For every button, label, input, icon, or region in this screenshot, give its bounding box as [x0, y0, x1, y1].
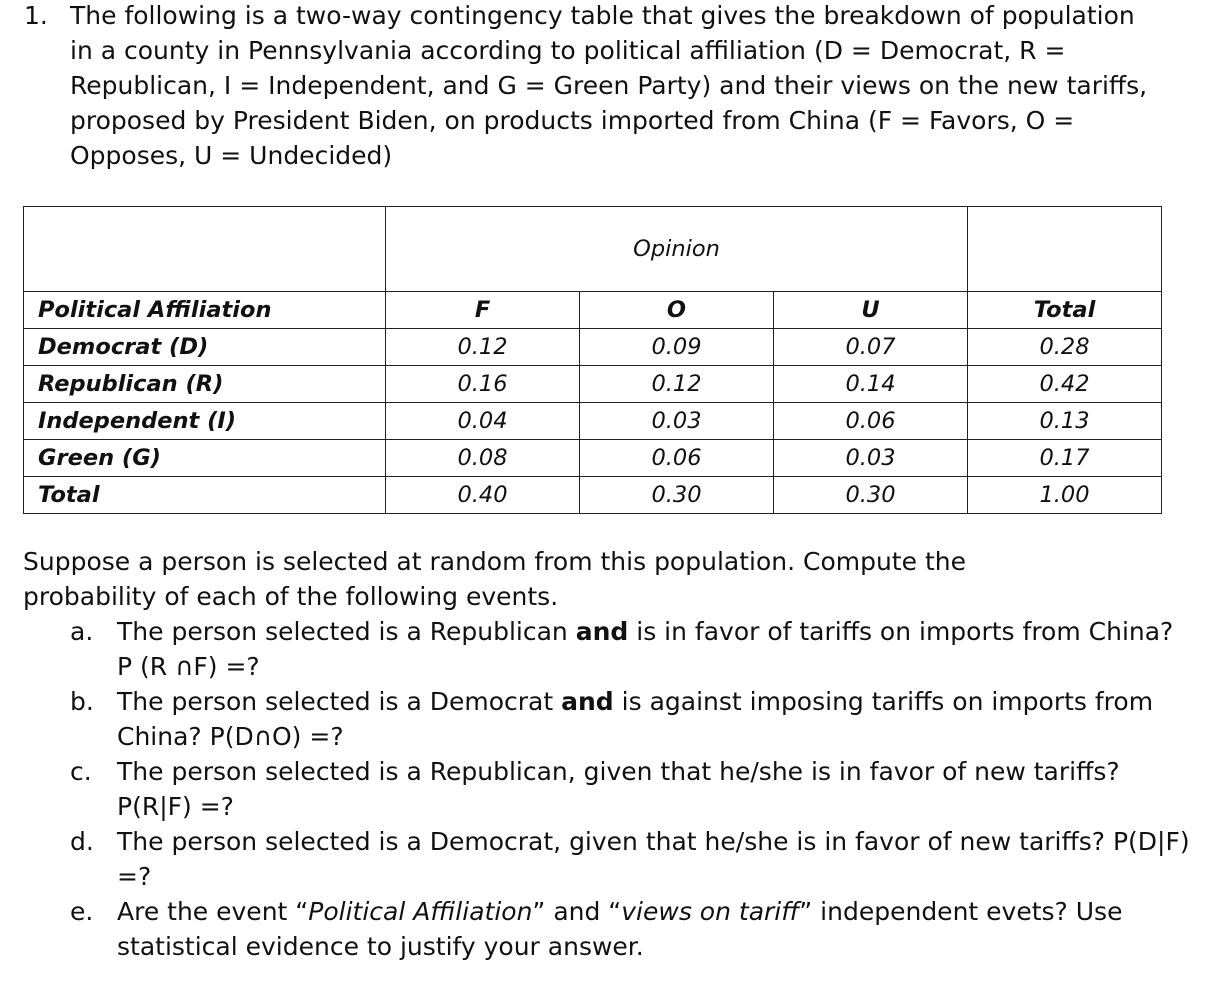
header-empty-cell	[24, 207, 386, 292]
sub-question-label: b.	[70, 687, 94, 716]
table-row	[24, 403, 1162, 440]
sub-question-a	[23, 614, 1193, 684]
opinion-group-header: Opinion	[386, 207, 968, 292]
sub-question-label: d.	[70, 827, 94, 856]
table-cell: 0.03	[774, 440, 968, 477]
table-cell: 0.04	[386, 403, 580, 440]
table-cell: 0.12	[580, 366, 774, 403]
column-header-opposes: O	[580, 292, 774, 329]
sub-question-text: Are the event “	[117, 897, 309, 926]
sub-question-label: c.	[70, 757, 92, 786]
question-block	[24, 0, 1194, 173]
row-label-total: Total	[24, 477, 386, 514]
question-text: The following is a two-way contingency table that gives the breakdown of population in a county in Pennsylvania according to political affiliation (D = Democrat, R = Republican, I = Independent, and G = Green Party) and their views on the new tariffs, proposed by President Biden, on products imported from China (F = Favors, O = Opposes, U = Undecided)	[70, 1, 1148, 170]
table-cell: 0.42	[968, 366, 1162, 403]
table-group-header-row	[24, 207, 1162, 292]
row-label-green: Green (G)	[24, 440, 386, 477]
sub-question-text: ” independent evets? Use statistical evidence to justify your answer.	[117, 897, 1123, 961]
column-header-favors: F	[386, 292, 580, 329]
sub-question-text: ” and “	[532, 897, 622, 926]
sub-question-text: The person selected is a Democrat	[117, 687, 562, 716]
table-row	[24, 329, 1162, 366]
sub-question-b	[23, 684, 1193, 754]
sub-question-label: a.	[70, 617, 94, 646]
sub-question-e	[23, 894, 1193, 964]
table-cell: 0.06	[580, 440, 774, 477]
question-number: 1.	[24, 1, 48, 30]
table-cell: 0.09	[580, 329, 774, 366]
table-cell: 1.00	[968, 477, 1162, 514]
row-label-republican: Republican (R)	[24, 366, 386, 403]
italic-term: views on tariff	[621, 897, 800, 926]
sub-question-text: is in favor of tariffs on imports from China?	[628, 617, 1174, 646]
intro-text: Suppose a person is selected at random from this population. Compute the probability of each of the following events.	[23, 547, 966, 611]
sub-question-text: The person selected is a Democrat, given that he/she is in favor of new tariffs? P(D|F) =?	[117, 827, 1190, 891]
table-cell: 0.30	[580, 477, 774, 514]
table-cell: 0.16	[386, 366, 580, 403]
row-label-democrat: Democrat (D)	[24, 329, 386, 366]
table-cell: 0.14	[774, 366, 968, 403]
sub-question-d	[23, 824, 1193, 894]
sub-question-text: The person selected is a Republican, given that he/she is in favor of new tariffs? P(R|F) =?	[117, 757, 1120, 821]
table-cell: 0.28	[968, 329, 1162, 366]
column-header-total: Total	[968, 292, 1162, 329]
table-row	[24, 440, 1162, 477]
emphasis-and: and	[575, 617, 629, 646]
table-column-header-row	[24, 292, 1162, 329]
table-cell: 0.40	[386, 477, 580, 514]
italic-term: Political Affiliation	[308, 897, 533, 926]
column-header-undecided: U	[774, 292, 968, 329]
sub-questions-section	[23, 544, 1193, 964]
sub-question-label: e.	[70, 897, 94, 926]
header-empty-cell-right	[968, 207, 1162, 292]
table-cell: 0.30	[774, 477, 968, 514]
table-row-total	[24, 477, 1162, 514]
sub-question-list	[23, 614, 1193, 964]
table-cell: 0.13	[968, 403, 1162, 440]
column-header-affiliation: Political Affiliation	[24, 292, 386, 329]
emphasis-and: and	[561, 687, 614, 716]
table-cell: 0.17	[968, 440, 1162, 477]
table-cell: 0.03	[580, 403, 774, 440]
sub-question-text: is against imposing tariffs on imports from China? P(D∩O) =?	[117, 687, 1154, 751]
contingency-table	[23, 206, 1162, 514]
row-label-independent: Independent (I)	[24, 403, 386, 440]
sub-question-text: The person selected is a Republican	[117, 617, 576, 646]
table-cell: 0.06	[774, 403, 968, 440]
formula: P (R ∩F) =?	[117, 652, 260, 681]
table-cell: 0.07	[774, 329, 968, 366]
table-cell: 0.12	[386, 329, 580, 366]
table-row	[24, 366, 1162, 403]
sub-question-c	[23, 754, 1193, 824]
table-cell: 0.08	[386, 440, 580, 477]
